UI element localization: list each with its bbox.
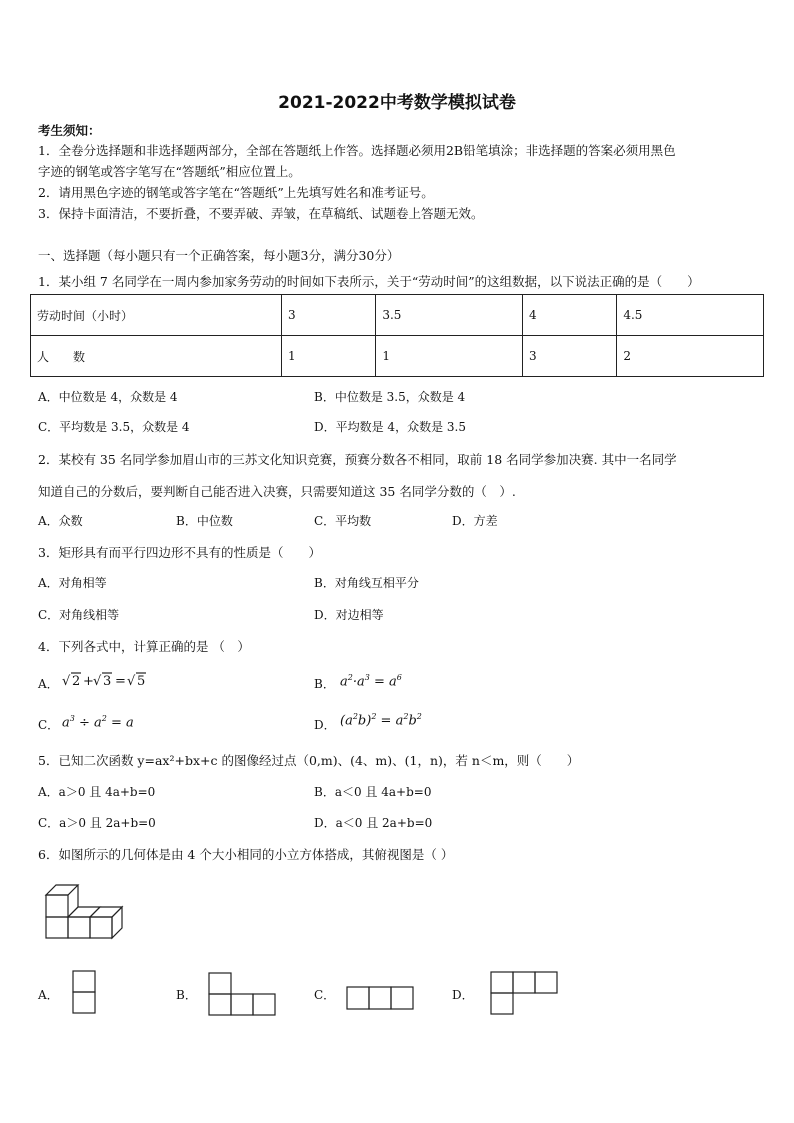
q3-option-d: D．对边相等: [314, 608, 384, 622]
table-row: [31, 336, 764, 377]
table-cell: 劳动时间（小时）: [31, 295, 282, 336]
svg-text:5: 5: [137, 674, 146, 689]
notice-line-2: 2．请用黑色字迹的钢笔或答字笔在“答题纸”上先填写姓名和准考证号。: [38, 185, 434, 200]
q6-option-d-label: D．: [452, 988, 474, 1002]
svg-text:√: √: [127, 674, 136, 689]
q3-option-a: A．对角相等: [38, 576, 107, 590]
q1-table: [30, 294, 764, 377]
table-row: [31, 295, 764, 336]
q2-option-a: A．众数: [38, 514, 83, 528]
section-heading: 一、选择题（每小题只有一个正确答案，每小题3分，满分30分）: [38, 248, 400, 263]
q4-option-b-formula: $a^2\cdot a^3 = a^6$: [340, 673, 402, 690]
q5-stem: 5．已知二次函数 y=ax²+bx+c 的图像经过点（0,m)、(4、m)、(1，n)，若 n＜m，则（ ）: [38, 753, 580, 768]
q6-option-b-figure: [208, 972, 278, 1018]
table-cell: 3: [522, 336, 616, 377]
q5-option-b: B．a＜0 且 4a+b=0: [314, 785, 432, 799]
notice-line-1b: 字迹的钢笔或答字笔写在“答题纸”相应位置上。: [38, 164, 301, 179]
svg-text:=: =: [115, 674, 126, 689]
q6-option-a-label: A．: [38, 988, 59, 1002]
q2-option-b: B．中位数: [176, 514, 233, 528]
table-cell: 3: [282, 295, 376, 336]
q3-option-c: C．对角线相等: [38, 608, 120, 622]
q5-option-c: C．a＞0 且 2a+b=0: [38, 816, 156, 830]
svg-text:√: √: [93, 674, 102, 689]
notice-line-1: 1．全卷分选择题和非选择题两部分，全部在答题纸上作答。选择题必须用2B铅笔填涂；非选择题的答案必须用黑色: [38, 143, 676, 158]
q4-stem: 4．下列各式中，计算正确的是 （ ）: [38, 639, 250, 654]
page-title: 2021-2022中考数学模拟试卷: [278, 93, 516, 113]
table-cell: 1: [376, 336, 523, 377]
q3-option-b: B．对角线互相平分: [314, 576, 419, 590]
q6-option-d-figure: [490, 970, 562, 1018]
q4-option-b-label: B．: [314, 677, 335, 691]
q5-option-a: A．a＞0 且 4a+b=0: [38, 785, 156, 799]
q2-option-d: D．方差: [452, 514, 498, 528]
q4-option-d-formula: $(a^2b)^2 = a^2b^2$: [340, 712, 422, 729]
table-cell: 3.5: [376, 295, 523, 336]
cube-solid-figure: [40, 880, 130, 940]
q4-option-c-label: C．: [38, 718, 60, 732]
q6-option-b-label: B．: [176, 988, 197, 1002]
table-cell: 4: [522, 295, 616, 336]
q4-option-a-label: A．: [38, 677, 59, 691]
q1-option-c: C．平均数是 3.5，众数是 4: [38, 420, 190, 434]
svg-text:3: 3: [103, 674, 112, 689]
q5-option-d: D．a＜0 且 2a+b=0: [314, 816, 433, 830]
q4-option-d-label: D．: [314, 718, 336, 732]
q6-option-c-figure: [346, 986, 416, 1012]
svg-text:2: 2: [72, 674, 81, 689]
table-cell: 4.5: [617, 295, 764, 336]
q1-option-d: D．平均数是 4，众数是 3.5: [314, 420, 466, 434]
table-cell: 2: [617, 336, 764, 377]
table-cell: 1: [282, 336, 376, 377]
q6-stem: 6．如图所示的几何体是由 4 个大小相同的小立方体搭成，其俯视图是（ ）: [38, 847, 454, 862]
table-cell: 人 数: [31, 336, 282, 377]
q4-option-a-formula: [62, 668, 162, 692]
q2-stem-line-1: 2．某校有 35 名同学参加眉山市的三苏文化知识竞赛，预赛分数各不相同，取前 18 名同学参加决赛. 其中一名同学: [38, 452, 677, 467]
svg-text:√: √: [62, 674, 71, 689]
q6-option-c-label: C．: [314, 988, 336, 1002]
svg-text:+: +: [83, 674, 94, 689]
q4-option-c-formula: $a^3 \div a^2 = a$: [62, 714, 134, 731]
notice-line-3: 3．保持卡面清洁，不要折叠，不要弄破、弄皱，在草稿纸、试题卷上答题无效。: [38, 206, 484, 221]
q6-option-a-figure: [72, 970, 98, 1016]
q1-stem: 1．某小组 7 名同学在一周内参加家务劳动的时间如下表所示，关于“劳动时间”的这组数据，以下说法正确的是（ ）: [38, 274, 700, 289]
notice-heading: 考生须知：: [38, 123, 101, 138]
q3-stem: 3．矩形具有而平行四边形不具有的性质是（ ）: [38, 545, 321, 560]
q1-option-b: B．中位数是 3.5，众数是 4: [314, 390, 466, 404]
q2-option-c: C．平均数: [314, 514, 372, 528]
q2-stem-line-2: 知道自己的分数后，要判断自己能否进入决赛，只需要知道这 35 名同学分数的（ ）.: [38, 484, 516, 499]
q1-option-a: A．中位数是 4，众数是 4: [38, 390, 178, 404]
